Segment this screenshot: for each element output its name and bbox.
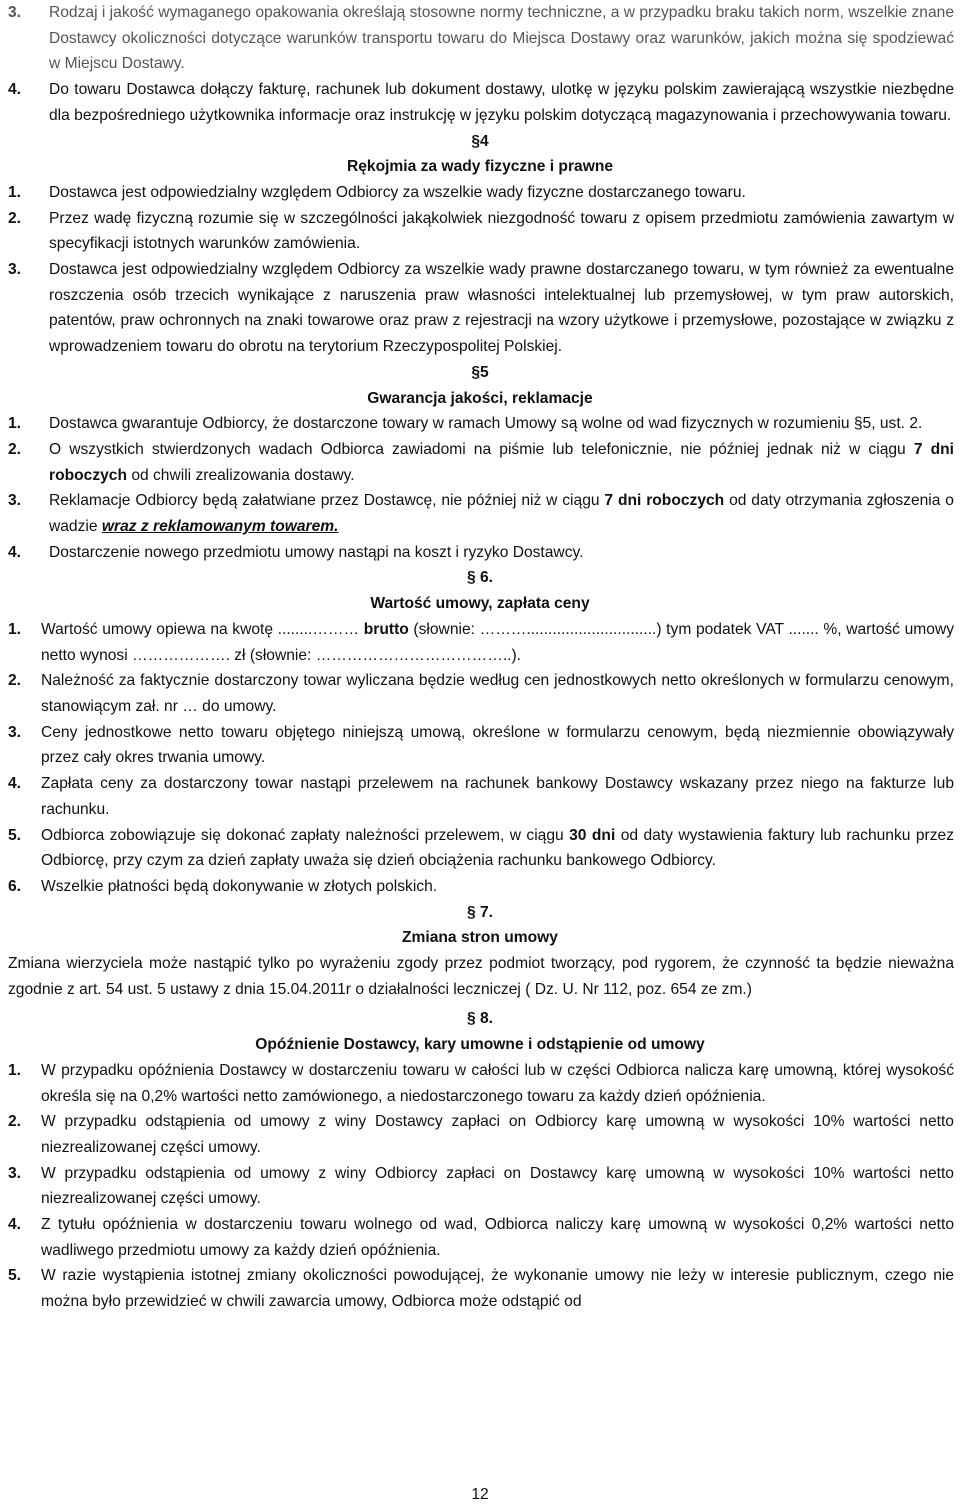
section-6-symbol: § 6.	[466, 569, 493, 587]
item-text: Zapłata ceny za dostarczony towar nastąpi przelewem na rachunek bankowy Dostawcy wskazany przez niego na fakturze lub rachunku.	[41, 775, 954, 818]
item-number: 3.	[8, 723, 22, 741]
item-number: 1.	[8, 1061, 22, 1079]
page-number: 12	[471, 1486, 489, 1503]
item-text: Dostarczenie nowego przedmiotu umowy nastąpi na koszt i ryzyko Dostawcy.	[49, 543, 584, 561]
item-text: W przypadku opóźnienia Dostawcy w dostarczeniu towaru w całości lub w części Odbiorca nalicza karę umowną, której wysokość określa się na 0,2% wartości netto zamówionego, a niedostarczonego towaru za każdy dzień opóźnienia.	[41, 1061, 954, 1105]
section-4-title: Rękojmia za wady fizyczne i prawne	[346, 158, 614, 176]
deadline-emphasis: 7 dni roboczych	[604, 492, 725, 510]
section-4-symbol: §4	[471, 132, 489, 150]
intro-item-3	[0, 0, 960, 77]
section-6-item-1	[0, 617, 960, 668]
section-8-item-5	[0, 1263, 960, 1314]
section-5-item-2	[0, 437, 960, 488]
section-8-item-2	[0, 1109, 960, 1160]
section-6-item-3	[0, 720, 960, 771]
section-4-item-2	[0, 206, 960, 257]
section-8-item-4	[0, 1212, 960, 1263]
item-number: 1.	[8, 183, 22, 201]
item-number: 5.	[8, 826, 22, 844]
item-number: 2.	[8, 209, 22, 227]
section-8-item-3	[0, 1161, 960, 1212]
item-text: Odbiorca zobowiązuje się dokonać zapłaty należności przelewem, w ciągu	[41, 826, 570, 844]
item-number: 3.	[8, 261, 22, 279]
item-number: 2.	[8, 440, 22, 458]
item-text: Z tytułu opóźnienia w dostarczeniu towaru wolnego od wad, Odbiorca naliczy karę umowną w wysokości 0,2% wartości netto wadliwego przedmiotu umowy za każdy dzień opóźnienia.	[41, 1216, 954, 1259]
section-5-item-3	[0, 488, 960, 539]
item-text: Wszelkie płatności będą dokonywanie w złotych polskich.	[41, 877, 438, 895]
item-text: W razie wystąpienia istotnej zmiany okoliczności powodującej, że wykonanie umowy nie leży w interesie publicznym, czego nie można było przewidzieć w chwili zawarcia umowy, Odbiorca może odstąpić od	[41, 1267, 954, 1311]
section-6-item-2	[0, 668, 960, 719]
brutto-emphasis: brutto	[363, 620, 409, 638]
item-text: Dostawca jest odpowiedzialny względem Odbiorcy za wszelkie wady prawne dostarczanego towaru, w tym również za ewentualne roszczenia osób trzecich wynikające z naruszenia praw własności intelektualnej lub przemysłowej, w tym praw autorskich, patentów, praw ochronnych na znaki towarowe oraz praw z rejestracji na wzory użytkowe i przemysłowe, pozostające w związku z wprowadzeniem towaru do obrotu na terytorium Rzeczypospolitej Polskiej.	[49, 261, 954, 356]
item-text: O wszystkich stwierdzonych wadach Odbiorca zawiadomi na piśmie lub telefonicznie, nie później jednak niż w ciągu	[49, 440, 914, 458]
item-text: od daty otrzymania zgłoszenia o wadzie	[49, 492, 954, 536]
item-text: Należność za faktycznie dostarczony towar wyliczana będzie według cen jednostkowych netto określonych w formularzu cenowym, stanowiącym zał. nr … do umowy.	[41, 672, 954, 715]
section-7-symbol: § 7.	[466, 903, 493, 921]
item-number: 4.	[8, 81, 22, 99]
section-7-title: Zmiana stron umowy	[402, 929, 558, 947]
item-text: od chwili zrealizowania dostawy.	[126, 466, 355, 484]
item-text: Przez wadę fizyczną rozumie się w szczególności jakąkolwiek niezgodność towaru z opisem przedmiotu zamówienia zawartym w specyfikacji istotnych warunków zamówienia.	[49, 209, 954, 253]
item-text: Rodzaj i jakość wymaganego opakowania określają stosowne normy techniczne, a w przypadku braku takich norm, wszelkie znane Dostawcy okoliczności dotyczące warunków transportu towaru do Miejsca Dostawy oraz warunków, jakich można się spodziewać w Miejscu Dostawy.	[49, 4, 954, 73]
item-text: od daty wystawienia faktury lub rachunku przez Odbiorcę, przy czym za dzień zapłaty uważa się dzień obciążenia rachunku bankowego Odbiorcy.	[41, 826, 954, 870]
item-text: (słownie: ………..............................) tym podatek VAT ....... %, wartość umowy netto wynosi ………………. zł (słownie: ………………………………..).	[41, 620, 954, 664]
item-number: 3.	[8, 1164, 22, 1182]
section-6-item-6	[0, 874, 960, 900]
item-text: Dostawca jest odpowiedzialny względem Odbiorcy za wszelkie wady fizyczne dostarczanego towaru.	[49, 183, 746, 201]
section-5-title: Gwarancja jakości, reklamacje	[367, 389, 593, 407]
item-text: Reklamacje Odbiorcy będą załatwiane przez Dostawcę, nie później niż w ciągu	[49, 492, 605, 510]
item-text: Dostawca gwarantuje Odbiorcy, że dostarczone towary w ramach Umowy są wolne od wad fizycznych w rozumieniu §5, ust. 2.	[49, 415, 923, 433]
section-8-symbol: § 8.	[466, 1010, 493, 1028]
item-text: W przypadku odstąpienia od umowy z winy Dostawcy zapłaci on Odbiorcy karę umowną w wysokości 10% wartości netto niezrealizowanej części umowy.	[41, 1113, 954, 1156]
item-number: 5.	[8, 1267, 22, 1285]
item-number: 4.	[8, 775, 22, 793]
item-number: 4.	[8, 543, 22, 561]
item-number: 3.	[8, 492, 22, 510]
section-4-item-1	[0, 180, 960, 206]
section-5-item-1	[0, 411, 960, 437]
item-text: Do towaru Dostawca dołączy fakturę, rachunek lub dokument dostawy, ulotkę w języku polskim zawierającą wszystkie niezbędne dla bezpośredniego użytkownika informacje oraz instrukcję w języku polskim dotyczącą magazynowania i przechowywania towaru.	[49, 81, 954, 124]
item-number: 3.	[8, 4, 22, 21]
item-text: W przypadku odstąpienia od umowy z winy Odbiorcy zapłaci on Dostawcy karę umowną w wysokości 10% wartości netto niezrealizowanej części umowy.	[41, 1164, 954, 1208]
item-number: 2.	[8, 1113, 22, 1131]
intro-item-4	[0, 77, 960, 128]
item-number: 6.	[8, 877, 22, 895]
section-5-item-4	[0, 540, 960, 566]
section-8-item-1	[0, 1058, 960, 1109]
section-6-title: Wartość umowy, zapłata ceny	[370, 595, 590, 613]
section-6-item-4	[0, 771, 960, 822]
item-number: 1.	[8, 620, 22, 638]
underlined-emphasis: wraz z reklamowanym towarem.	[101, 518, 339, 536]
item-number: 2.	[8, 672, 22, 690]
item-number: 4.	[8, 1216, 22, 1234]
section-6-item-5	[0, 823, 960, 874]
item-text: Wartość umowy opiewa na kwotę ........………	[41, 620, 364, 638]
section-5-symbol: §5	[471, 363, 489, 381]
deadline-emphasis: 7 dni roboczych	[49, 440, 954, 484]
section-8-title: Opóźnienie Dostawcy, kary umowne i odstąpienie od umowy	[255, 1036, 705, 1054]
item-number: 1.	[8, 415, 22, 433]
item-text: Ceny jednostkowe netto towaru objętego niniejszą umową, określone w formularzu cenowym, będą niezmiennie obowiązywały przez cały okres trwania umowy.	[41, 723, 954, 767]
deadline-emphasis: 30 dni	[569, 826, 616, 844]
section-4-item-3	[0, 257, 960, 360]
section-7-text: Zmiana wierzyciela może nastąpić tylko po wyrażeniu zgody przez podmiot tworzący, pod rygorem, że czynność ta będzie nieważna zgodnie z art. 54 ust. 5 ustawy z dnia 15.04.2011r o działalności leczniczej ( Dz. U. Nr 112, poz. 654 ze zm.)	[8, 955, 954, 998]
